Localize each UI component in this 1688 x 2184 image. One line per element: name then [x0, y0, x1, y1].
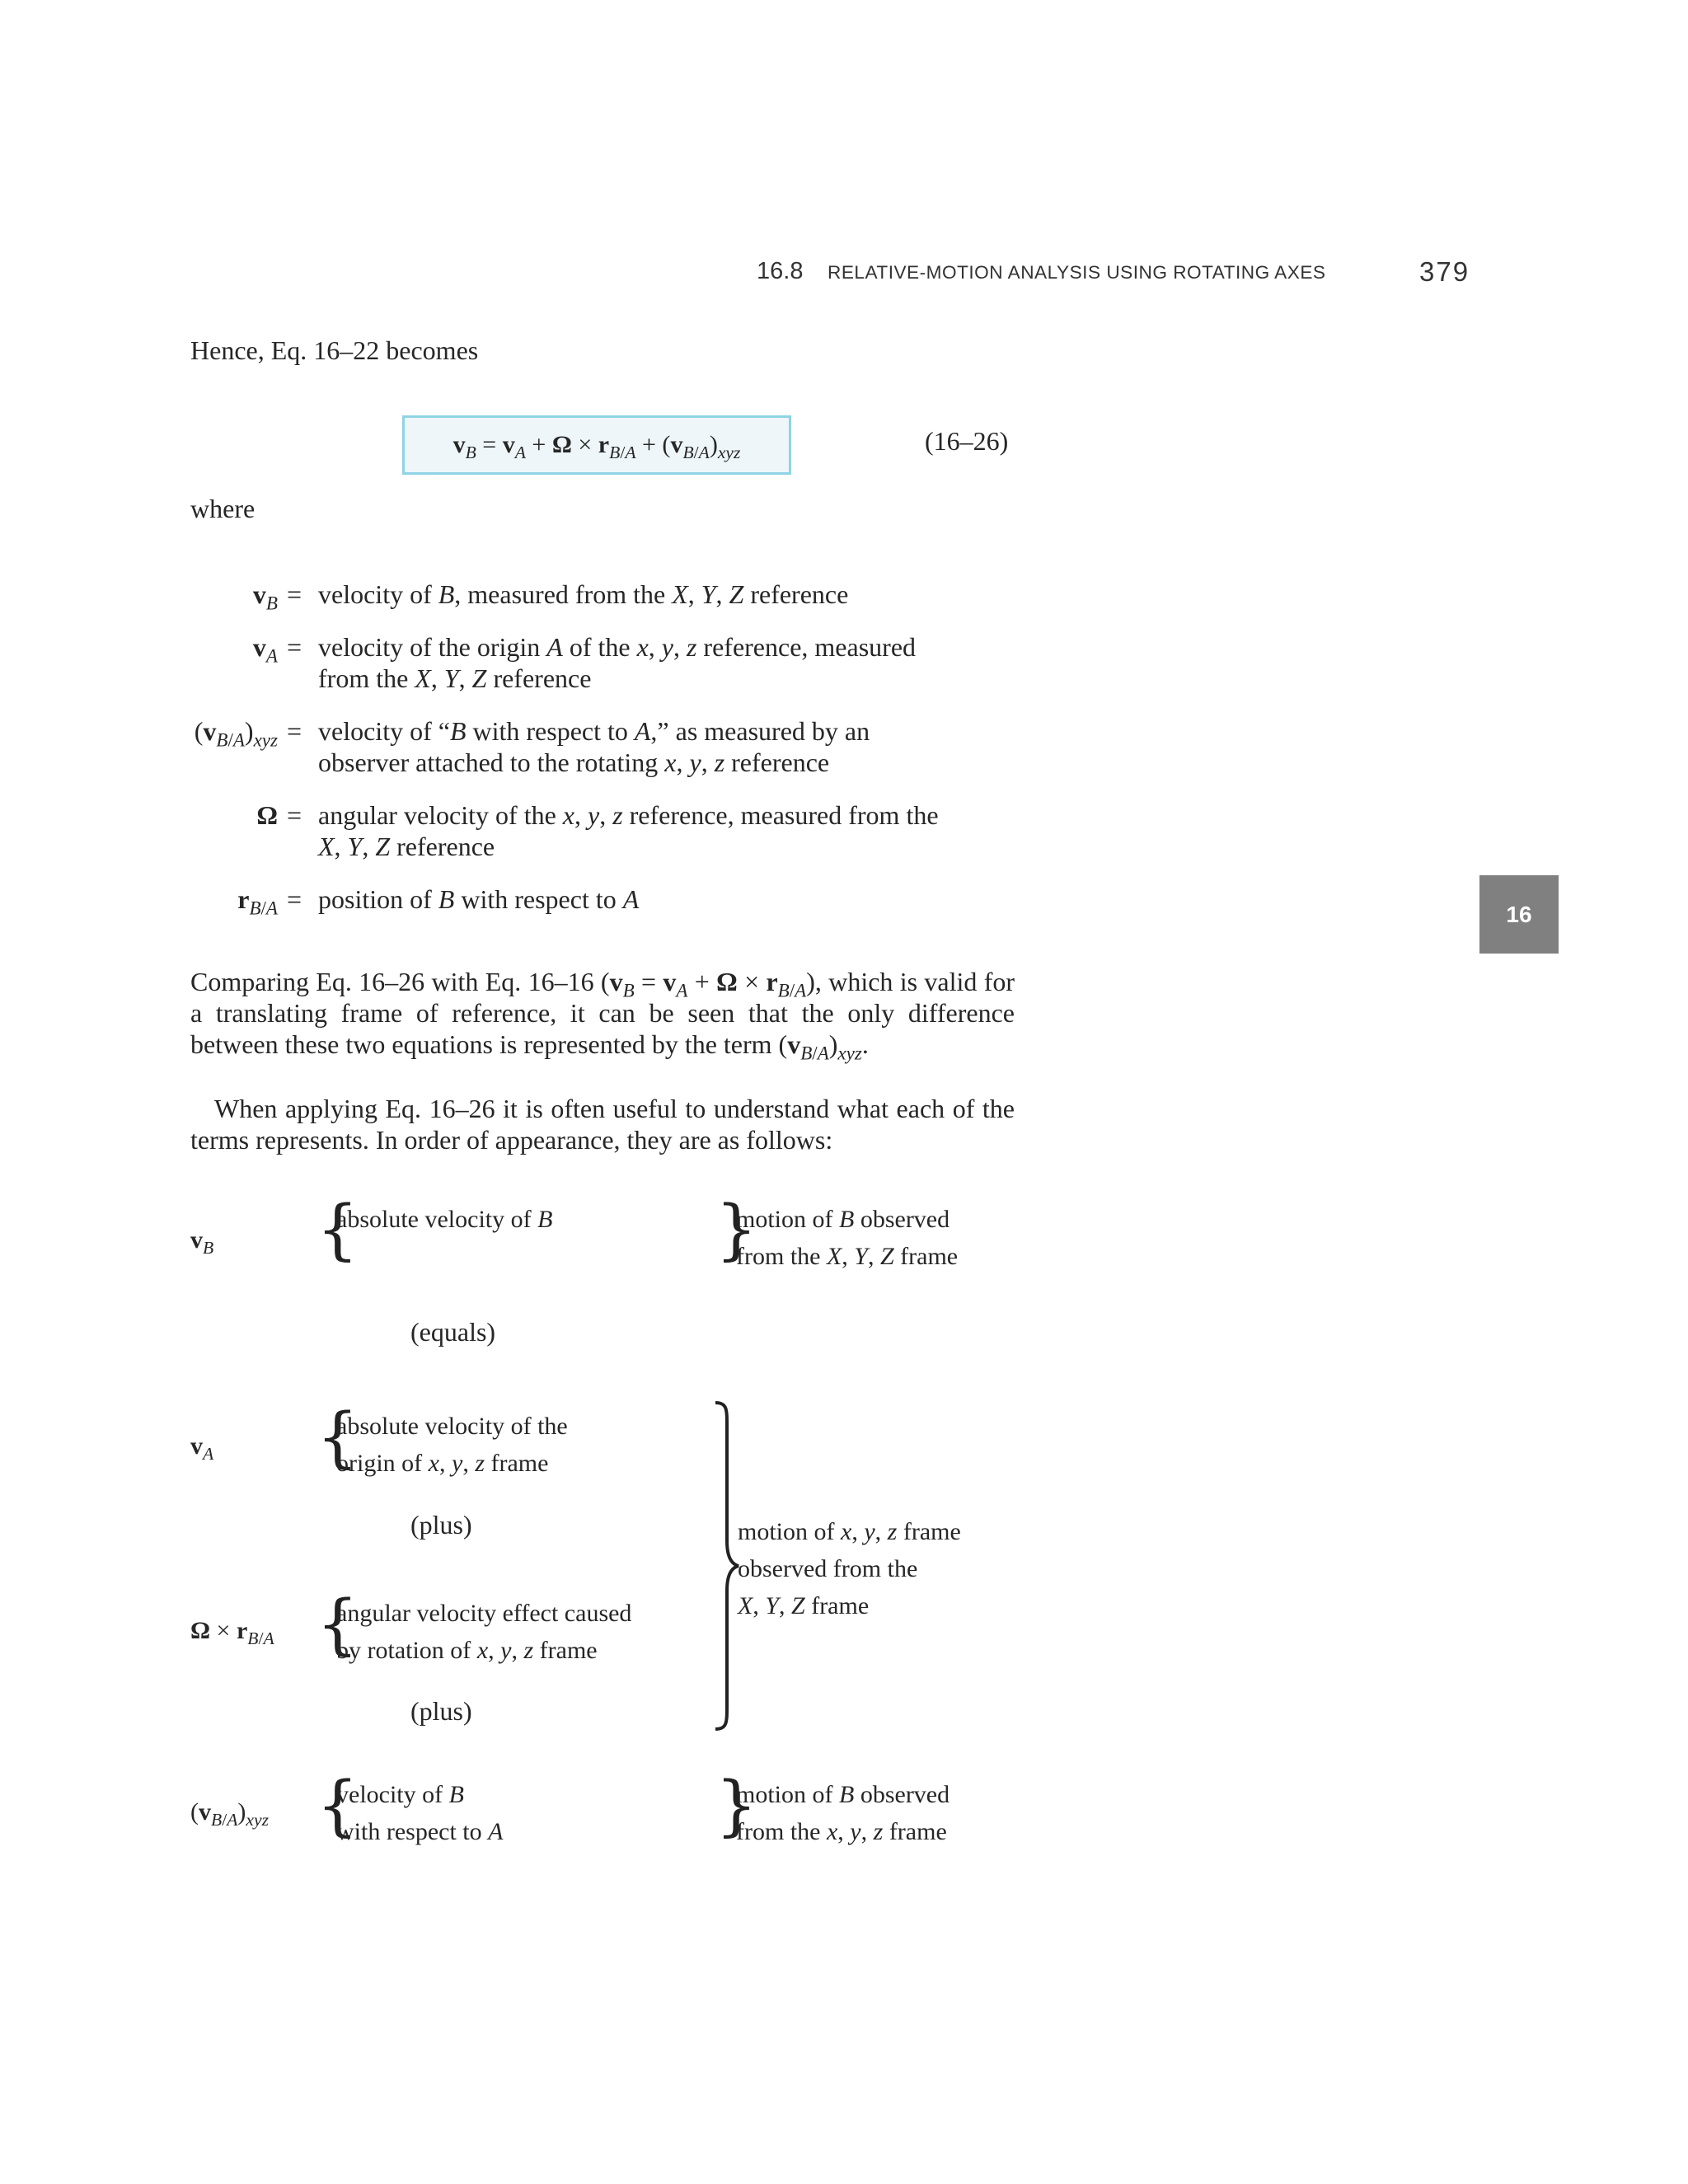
- def-equals: =: [287, 884, 302, 914]
- term-operator-plus: (plus): [410, 1696, 472, 1726]
- intro-text: Hence, Eq. 16–22 becomes: [190, 335, 479, 365]
- term-symbol-vA: $v_A$: [190, 1432, 214, 1464]
- term-desc-vBA: velocity of B with respect to A: [336, 1781, 504, 1845]
- def-text-vA: velocity of the origin A of the x, y, z reference, measured from the X, Y, Z reference: [318, 632, 917, 693]
- def-symbol-vBA-xyz: $(v_{B/A})_{xyz}$: [194, 716, 278, 751]
- header-section-number: 16.8: [757, 258, 804, 284]
- def-text-vBA-xyz: velocity of “B with respect to A,” as measured by an observer attached to the rotating x, y, z reference: [318, 716, 870, 777]
- def-equals: =: [287, 716, 302, 746]
- term-desc-vB: absolute velocity of B: [336, 1206, 553, 1233]
- left-brace: {: [316, 1767, 359, 1844]
- def-symbol-omega: Ω: [256, 800, 278, 830]
- def-text-omega: angular velocity of the x, y, z reference, measured from the X, Y, Z reference: [318, 800, 939, 861]
- term-operator-plus: (plus): [410, 1510, 472, 1540]
- right-brace: }: [715, 1191, 757, 1268]
- term-desc-vA: absolute velocity of the origin of x, y, z frame: [336, 1413, 568, 1477]
- group-motion-text: motion of x, y, z frame observed from the X, Y, Z frame: [738, 1518, 961, 1619]
- where-label: where: [190, 494, 256, 523]
- term-operator-equals: (equals): [410, 1317, 496, 1347]
- term-symbol-omega-cross-rBA: $\Omega \times r_{B/A}$: [190, 1617, 274, 1648]
- right-brace: }: [715, 1767, 757, 1844]
- term-motion-vBA: motion of B observed from the x, y, z frame: [736, 1781, 950, 1845]
- def-equals: =: [287, 800, 302, 830]
- comparison-paragraph: Comparing Eq. 16–26 with Eq. 16–16 $(v_B = v_A + \Omega \times r_{B/A})$, which is valid for a translating frame of reference, it can be seen that the only difference between these two equations is represented by the term $(v_{B/A})_{xyz}$.: [190, 967, 1015, 1064]
- left-brace: {: [316, 1399, 359, 1475]
- header-section-title: RELATIVE-MOTION ANALYSIS USING ROTATING AXES: [828, 262, 1326, 283]
- left-brace: {: [316, 1191, 359, 1268]
- page-number: 379: [1419, 256, 1470, 287]
- equation-tag: (16–26): [925, 426, 1009, 456]
- term-desc-omega-cross: angular velocity effect caused by rotation of x, y, z frame: [336, 1600, 632, 1664]
- def-symbol-vB: $v_B$: [252, 579, 278, 614]
- equation-16-26: $v_B = v_A + \Omega \times r_{B/A} + (v_{B/A})_{xyz}$: [402, 415, 791, 475]
- def-equals: =: [287, 632, 302, 662]
- chapter-tab: 16: [1479, 875, 1559, 954]
- def-symbol-rBA: $r_{B/A}$: [237, 884, 278, 919]
- term-motion-vB: motion of B observed from the X, Y, Z frame: [736, 1206, 959, 1270]
- term-symbol-vBA-xyz: $(v_{B/A})_{xyz}$: [190, 1798, 269, 1830]
- def-text-rBA: position of B with respect to A: [318, 884, 640, 914]
- applying-paragraph: When applying Eq. 16–26 it is often useful to understand what each of the terms represents. In order of appearance, they are as follows:: [190, 1094, 1015, 1155]
- term-symbol-vB: $v_B$: [190, 1226, 214, 1258]
- left-brace: {: [316, 1586, 359, 1662]
- def-equals: =: [287, 579, 302, 609]
- def-text-vB: velocity of B, measured from the X, Y, Z reference: [318, 579, 849, 609]
- def-symbol-vA: $v_A$: [252, 632, 278, 667]
